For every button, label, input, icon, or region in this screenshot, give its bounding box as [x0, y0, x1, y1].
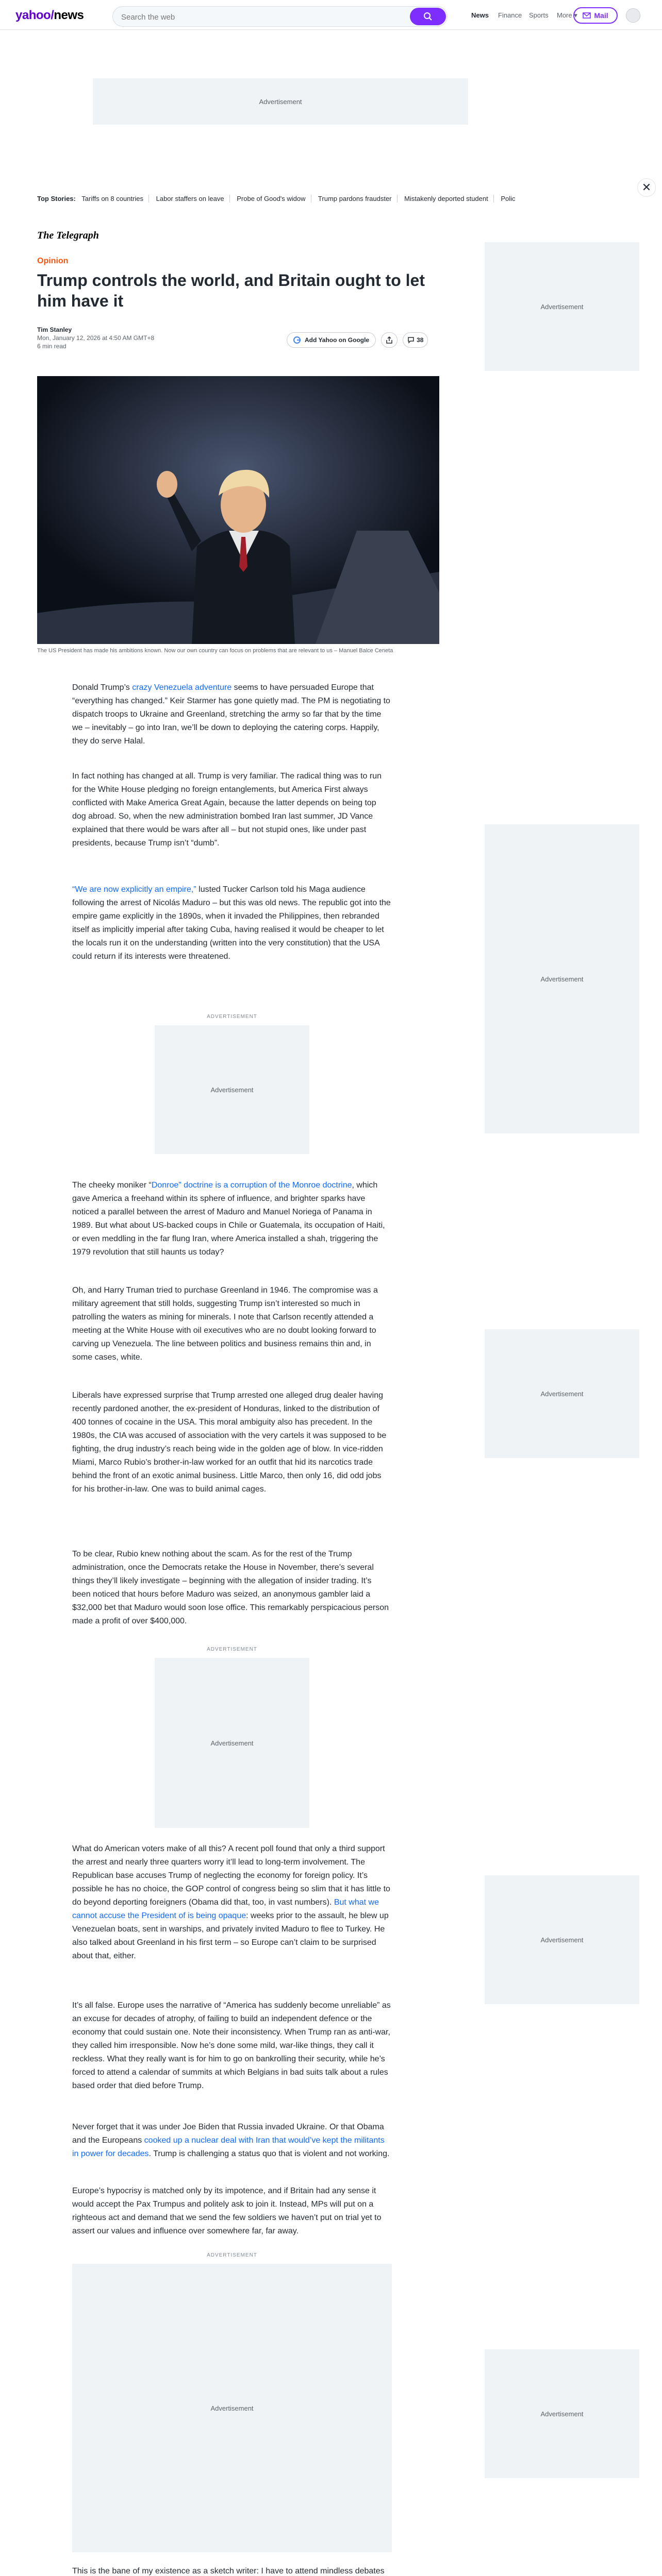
close-icon: ✕	[641, 181, 652, 194]
publish-date: Mon, January 12, 2026 at 4:50 AM GMT+8	[37, 334, 155, 342]
article-headline: Trump controls the world, and Britain ought to let him have it	[37, 271, 425, 310]
ad-label: ADVERTISEMENT	[207, 1647, 257, 1652]
article-paragraph: The cheeky moniker “Donroe” doctrine is a corruption of the Monroe doctrine, which gave America a freehand within its sphere of influence, and brighter sparks have noticed a parallel between the arrest of Maduro and Manuel Noriega of Panama in 1989. But what about US-backed coups in Chile or Guatemala, its occupation of Haiti, or even meddling in the far flung Iran, where America installed a shah, triggering the 1979 revolution that still haunts us today?	[72, 1181, 385, 1257]
article-paragraph: Donald Trump’s crazy Venezuela adventure seems to have persuaded Europe that “everything has changed.” Keir Starmer has gone quietly mad. The PM is negotiating to dispatch troops to Ukraine and Greenland, stretching the army so far that by the time we – inevitably – go into Iran, we’ll be down to deploying the catering corps. Happily, they do serve Halal.	[72, 683, 390, 745]
trump-waving-photo	[37, 376, 439, 644]
mail-icon	[583, 12, 591, 19]
byline	[37, 326, 154, 350]
article-paragraph: To be clear, Rubio knew nothing about the scam. As for the rest of the Trump administration, once the Democrats retake the House in November, there’s several things they’ll likely investigate – beginning with the allegation of insider trading. It’s been noticed that hours before Maduro was seized, an anonymous gambler laid a $32,000 bet that Maduro would soon lose office. This remarkably perspicacious person made a profit of over $400,000.	[72, 1550, 389, 1625]
article-paragraph: Never forget that it was under Joe Biden that Russia invaded Ukraine. Or that Obama and the Europeans cooked up a nuclear deal with Iran that would’ve kept the militants in power for decades. Trump is challenging a status quo that is violent and not working.	[72, 2123, 390, 2158]
hero-image	[37, 376, 439, 644]
nav-news[interactable]: News	[471, 11, 489, 19]
top-story-link[interactable]: Tariffs on 8 countries	[81, 195, 149, 202]
top-stories-label: Top Stories:	[37, 195, 76, 202]
author-name[interactable]: Tim Stanley	[37, 326, 72, 333]
search-button[interactable]	[410, 8, 446, 25]
ad-label: ADVERTISEMENT	[207, 2252, 257, 2258]
search-input[interactable]	[121, 11, 389, 23]
share-button[interactable]	[381, 332, 398, 348]
top-bar	[0, 0, 662, 30]
close-button[interactable]	[637, 178, 656, 197]
add-yahoo-on-google-button[interactable]: Add Yahoo on Google	[287, 332, 376, 348]
article-paragraph: “We are now explicitly an empire,” lusted Tucker Carlson told his Maga audience following the arrest of Nicolás Maduro – but this was old news. The republic got into the empire game explicitly in the 1890s, when it invaded the Philippines, then rebranded itself as implicitly imperial after taking Cuba, having realised it would be cheaper to let the locals run it on the understanding (written into the very constitution) that the USA could return if its interests were threatened.	[72, 885, 391, 961]
article-kicker: Opinion	[37, 257, 69, 265]
read-time: 6 min read	[37, 343, 67, 350]
sidebar-ad[interactable]: Advertisement	[485, 1875, 639, 2004]
top-story-link[interactable]: Polic	[501, 195, 516, 202]
top-story-link[interactable]: Trump pardons fraudster	[318, 195, 398, 202]
inline-ad[interactable]: Advertisement	[155, 1025, 309, 1154]
inline-link[interactable]: But what we cannot accuse the President of is being opaque	[72, 1898, 379, 1920]
article-paragraph: This is the bane of my existence as a sketch writer: I have to attend mindless debates	[72, 2567, 385, 2575]
inline-link[interactable]: cooked up a nuclear deal with Iran that would’ve kept the militants in power for decades	[72, 2136, 385, 2158]
inline-link[interactable]: “We are now explicitly an empire,”	[72, 885, 196, 894]
sidebar-ad[interactable]: Advertisement	[485, 1329, 639, 1458]
top-story-link[interactable]: Probe of Good's widow	[237, 195, 311, 202]
sidebar-ad[interactable]: Advertisement	[485, 824, 639, 1133]
share-icon	[386, 336, 393, 344]
sidebar-ad[interactable]: Advertisement	[485, 2349, 639, 2478]
ad-label: ADVERTISEMENT	[207, 1014, 257, 1020]
sidebar-ad[interactable]: Advertisement	[485, 242, 639, 371]
mail-button[interactable]: Mail	[573, 7, 618, 24]
comments-count-button[interactable]: 38	[403, 332, 428, 348]
article-paragraph: What do American voters make of all this? A recent poll found that only a third support the arrest and nearly three quarters worry it’ll lead to long-term involvement. The Republican base accuses Trump of neglecting the economy for foreign policy. It’s possible he has no choice, the GOP control of congress being so slim that it has little to do beyond deporting foreigners (Obama did that, too, in vast numbers). But what we cannot accuse the President of is being opaque: weeks prior to the assault, he blew up Venezuelan boats, sent in warships, and privately invited Maduro to flee to Turkey. He also talked about Greenland in his first term – so Europe can’t claim to be surprised about that, either.	[72, 1844, 390, 1960]
top-story-link[interactable]: Mistakenly deported student	[404, 195, 494, 202]
nav-more[interactable]: More ▾	[557, 11, 577, 19]
top-story-link[interactable]: Labor staffers on leave	[156, 195, 230, 202]
search-icon	[423, 12, 433, 21]
avatar[interactable]	[626, 8, 640, 23]
article-paragraph: Liberals have expressed surprise that Trump arrested one alleged drug dealer having recently pardoned another, the ex-president of Honduras, linked to the distribution of 400 tonnes of cocaine in the USA. This moral ambiguity also has precedent. In the 1980s, the CIA was accused of association with the very cartels it was supposed to be fighting, the drug industry’s reach being wide in the golden age of blow. In vice-ridden Miami, Marco Rubio’s brother-in-law worked for an outfit that hid its narcotics trade behind the front of an exotic animal business. Little Marco, then only 16, did odd jobs for his brother-in-law. One was to build animal cages.	[72, 1391, 387, 1494]
article-paragraph: Europe’s hypocrisy is matched only by its impotence, and if Britain had any sense it would accept the Pax Trumpus and politely ask to join it. Instead, MPs will put on a righteous act and demand that we send the few soldiers we haven’t put on trial yet to assert our values and influence over somewhere far, far away.	[72, 2187, 382, 2235]
inline-ad[interactable]: Advertisement	[72, 2264, 392, 2552]
publisher-logo[interactable]: The Telegraph	[37, 230, 99, 241]
nav-sports[interactable]: Sports	[529, 11, 549, 19]
inline-ad[interactable]: Advertisement	[155, 1658, 309, 1828]
top-ad[interactable]: Advertisement	[93, 78, 468, 125]
inline-link[interactable]: Donroe” doctrine is a corruption of the Monroe doctrine	[151, 1181, 352, 1190]
google-icon	[293, 336, 301, 344]
top-stories-bar	[37, 195, 625, 207]
nav-finance[interactable]: Finance	[498, 11, 522, 19]
comment-icon	[407, 336, 415, 344]
chevron-down-icon: ▾	[574, 11, 577, 19]
article-paragraph: Oh, and Harry Truman tried to purchase Greenland in 1946. The compromise was a military agreement that still holds, suggesting Trump isn’t interested so much in patrolling the waters as mining for minerals. I note that Carlson recently attended a meeting at the White House with oil executives who are no doubt looking forward to carving up Venezuela. The line between politics and business remains thin and, in some cases, white.	[72, 1286, 378, 1362]
article-paragraph: In fact nothing has changed at all. Trump is very familiar. The radical thing was to run for the White House pledging no foreign entanglements, but America First always conflicted with Make America Great Again, because the latter depends on being top dog abroad. So, when the new administration bombed Iran last summer, JD Vance explained that there would be wars after all – but not stupid ones, like under past presidents, because Trump isn’t “dumb”.	[72, 772, 382, 848]
article-actions	[287, 332, 428, 348]
yahoo-news-logo[interactable]: yahoo/news	[15, 8, 84, 22]
inline-link[interactable]: crazy Venezuela adventure	[132, 683, 232, 692]
article-paragraph: It’s all false. Europe uses the narrative of “America has suddenly become unreliable” as an excuse for decades of atrophy, of failing to build an independent defence or the economy that could sustain one. Note their inconsistency. When Trump ran as anti-war, they called him irresponsible. Now he’s done some mild, war-like things, they call it reckless. What they really want is for him to go on bankrolling their security, while he’s forced to attend a calendar of summits at which Belgians in bad suits talk about a rules based order that died before Trump.	[72, 2001, 391, 2090]
search-box	[112, 6, 448, 27]
hero-caption: The US President has made his ambitions known. Now our own country can focus on problems that are relevant to us – Manuel Balce Ceneta	[37, 648, 393, 654]
